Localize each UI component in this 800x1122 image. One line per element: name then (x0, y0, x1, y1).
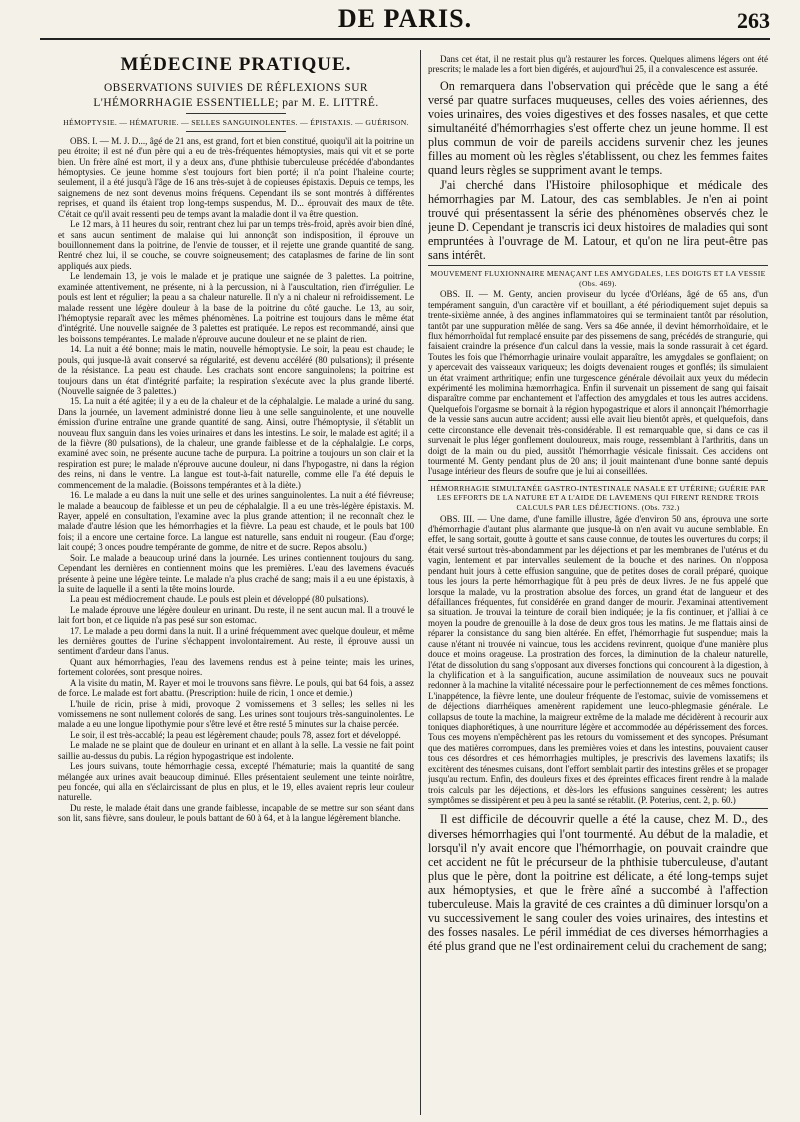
paragraph: Quant aux hémorrhagies, l'eau des lavemens rendus est à peine teinte; mais les urines, fortement colorées, sont presque noires. (58, 656, 414, 678)
paragraph: OBS. I. — M. J. D..., âgé de 21 ans, est grand, fort et bien constitué, quoiqu'il ait la poitrine un peu étroite; il est né d'un père qui a eu de très-fréquentes hémoptysies, mais qui vit et se porte bien. Un frère aîné est mort, il y a deux ans, d'une phthisie tuberculeuse précédée d'abondantes hémoptysies. Ce jeune homme s'est toujours fort bien porté; il n'a point l'haleine courte; seulement, il a été jusqu'à l'âge de 16 ans très-sujet à de copieuses épistaxis. Depuis ce temps, les saignemens de nez sont devenus moins fréquens. Cependant ils se sont montrés à différentes reprises, et quand ils étaient trop long-temps suspendus, M. D... éprouvait des maux de tête. C'était ce qu'il avait ressenti peu de temps avant la maladie dont il va être question. (58, 135, 414, 219)
observation-heading: MOUVEMENT FLUXIONNAIRE MENAÇANT LES AMYGDALES, LES DOIGTS ET LA VESSIE (Obs. 469). (430, 269, 766, 288)
closing-block (428, 812, 768, 953)
commentary-paragraph: J'ai cherché dans l'Histoire philosophique et médicale des hémorrhagies par M. Latour, des cas semblables. Je n'en ai point trouvé qui présentassent la série des phénomènes observés chez le jeune D. Cependant je transcris ici deux histoires de maladies qui sont empruntées à l'ouvrage de M. Latour, et qu'on ne lira peut-être pas sans intérêt. (428, 177, 768, 262)
paragraph: 16. Le malade a eu dans la nuit une selle et des urines sanguinolentes. La nuit a été fiévreuse; le malade a beaucoup de faiblesse et un peu de céphalalgie. Il a eu une très-légère épistaxis. M. Rayer, appelé en consultation, l'examine avec la plus grande attention; il ne reconnaît chez le malade d'autre lésion que les hémorrhagies et la fièvre. La peau est chaude, et le pouls bat 100 fois; il a encore une certaine force. La langue est naturelle, sans enduit ni rougeur. (Eau d'orge; lait coupé; 3 onces poudre tempérante de gomme, de nitre et de sucre. Repos absolu.) (58, 490, 414, 553)
commentary-paragraph: On remarquera dans l'observation qui précède que le sang a été versé par quatre surfaces muqueuses, celles des voies aériennes, des voies urinaires, des voies digestives et des fosses nasales, et que cette simultanéité d'hémorrhagies s'est offerte chez un jeune homme. Il est plus commun de voir de pareils accidens survenir chez les jeunes filles au moment où les règles s'établissent, ou chez les femmes faites quand leurs règles se suppriment avant le temps. (428, 78, 768, 178)
article-subjects: HÉMOPTYSIE. — HÉMATURIE. — SELLES SANGUINOLENTES. — ÉPISTAXIS. — GUÉRISON. (63, 118, 409, 127)
paragraph: Du reste, le malade était dans une grande faiblesse, incapable de se mettre sur son séant dans son lit, sans fièvre, sans douleur, le pouls battant de 60 à 64, et à la langue légèrement blanche. (58, 802, 414, 824)
intro-paragraph: Dans cet état, il ne restait plus qu'à restaurer les forces. Quelques alimens légers ont été prescrits; le malade les a fort bien digérés, et aujourd'hui 25, il a convalescence est assurée. (428, 54, 768, 75)
closing-rule (428, 808, 768, 809)
section-title: MÉDECINE PRATIQUE. (120, 54, 352, 75)
paragraph: Le soir, il est très-accablé; la peau est légèrement chaude; pouls 78, assez fort et développé. (70, 729, 401, 740)
title-rule (186, 113, 286, 114)
commentary-block (428, 79, 768, 262)
paragraph: La peau est médiocrement chaude. Le pouls est plein et développé (80 pulsations). (70, 594, 369, 605)
closing-paragraph: Il est difficile de découvrir quelle a été la cause, chez M. D., des diverses hémorrhagies qui l'ont tourmenté. Au début de la maladie, et lorsqu'il n'y avait encore que l'hémorrhagie, on pouvait craindre que cet accident ne fût le précurseur de la phthisie tuberculeuse, d'autant plus que le père, dont la poitrine est délicate, a été long-temps sujet aux hémoptysies, et que le frère aîné a succombé à l'affection tuberculeuse. Mais la gravité de ces craintes a dû diminuer lorsqu'on a vu successivement le sang couler des voies urinaires, des intestins et des fosses nasales. Le péril immédiat de ces diverses hémorrhagies a été plus grand que ne l'est ordinairement celui du crachement de sang; (428, 812, 768, 954)
paragraph: Le malade éprouve une légère douleur en urinant. Du reste, il ne sent aucun mal. Il a trouvé le lait fort bon, et ce liquide n'a pas pesé sur son estomac. (58, 604, 414, 626)
paragraph: 14. La nuit a été bonne; mais le matin, nouvelle hémoptysie. Le soir, la peau est chaude; le pouls, qui jusque-là avait conservé sa régularité, est devenu accéléré (80 pulsations); il présente de la résistance. La peau est chaude. Les crachats sont encore sanguinolens; la poitrine est toujours dans un état d'intégrité parfaite; la respiration s'exécute avec la plus grande liberté. (Nouvelle saignée de 3 palettes.) (58, 344, 414, 396)
paragraph: Soir. Le malade a beaucoup uriné dans la journée. Les urines contiennent toujours du sang. Cependant les dernières en contiennent moins que les premières. L'eau des lavemens évacués présente à peine une légère teinte. Le malade n'a plus craché de sang; mais il a eu une épistaxis, à la suite de laquelle il a senti la tête moins lourde. (58, 552, 414, 594)
paragraph: Le 12 mars, à 11 heures du soir, rentrant chez lui par un temps très-froid, après avoir bien dîné, et sans aucun sentiment de malaise qui lui annonçât son indisposition, il éprouve un bouillonnement dans la poitrine, de l'envie de tousser, et il rejette une grande quantité de sang. Rentré chez lui, il se couche, se couvre soigneusement; des cataplasmes de farine de lin sont appliqués aux pieds. (58, 219, 414, 271)
paragraph: Le lendemain 13, je vois le malade et je pratique une saignée de 3 palettes. La poitrine, examinée attentivement, ne présente, ni à la percussion, ni à l'auscultation, rien d'irrégulier. Le pouls est lent et régulier; la peau a sa chaleur naturelle. Il n'y a ni chaleur ni refroidissement. Le malade ressent une légère douleur à la base de la poitrine du côté gauche. Le 13, au soir, l'hémoptysie reparaît avec les mêmes phénomènes. La poitrine est toujours dans le même état d'intégrité. Une nouvelle saignée de 3 palettes est pratiquée. Le repos est recommandé, ainsi que les boissons tempérantes. Le malade n'éprouve aucune douleur et ne se plaint de rien. (58, 271, 414, 344)
running-title: DE PARIS. (337, 4, 473, 33)
paragraph: Les jours suivans, toute hémorrhagie cessa, excepté l'hématurie; mais la quantité de sang mélangée aux urines avait beaucoup diminué. Elles présentaient seulement une teinte noirâtre, peu foncée, qui alla en s'éclaircissant de plus en plus, et le 19, elles avaient repris leur couleur naturelle. (58, 761, 414, 803)
observation-paragraph: OBS. III. — Une dame, d'une famille illustre, âgée d'environ 50 ans, éprouva une sorte d'hémorrhagie d'autant plus alarmante que jusque-là on n'en avait vu aucune semblable. En effet, le sang sortait, goutte à goutte et sans cause connue, de toutes les ouvertures du corps; il était versé surtout très-abondamment par les déjections et par les membranes de l'utérus et du vagin, lentement et par intervalles seulement de la bouche et des narines. On n'opposa pendant huit jours à cette effusion sanguine, que de petites doses de corail préparé, quoique tous les jours la perte hémorrhagique fût à peu près de deux livres. Je ne fus appelé que lorsque la malade, vu la prostration absolue des forces, un grand état de langueur et des défaillances fréquentes, fut considérée en grand danger de mourir. J'examinai attentivement sa situation. Je trouvai la teinture de corail bien indiquée; je la fis continuer, et j'alliai à ce moyen la poudre de grenouille à la dose de deux gros tous les matins. Je me flattais ainsi de réparer la consistance du sang bien altérée. En effet, l'hémorrhagie fut suspendue; mais la cause n'étant ni trouvée ni vaincue, tous les accidens revinrent, quoique d'une manière plus douce et moins orageuse. La prostration des forces, la diminution de la chaleur naturelle, l'état de dissolution du sang s'opposant aux diverses fonctions qui concourent à la digestion, à la chylification et à la sanguification, aucune assimilation de nouveaux sucs ne pouvait redonner à la machine la vitalité nécessaire pour le perfectionnement de ces mêmes fonctions. L'inappétence, la fièvre lente, une douleur fréquente de l'estomac, suivie de vomissemens et de déjections diarrhéiques amenèrent rapidement une leuco-phlegmasie générale. Le collapsus de toute la machine, la maigreur extrême de la malade me décidèrent à recourir aux toniques diaphorétiques, à une nourriture légère et accommodée au dépérissement des forces. Tous ces moyens n'empêchèrent pas les retours du vomissement et des syncopes. Présumant que des matières corrompues, dans les premières voies et dans les intestins, pouvaient causer tous ces désordres et ces hémorrhagies multiples, je prescrivis des lavemens laxatifs; ils excitèrent des ténesmes cuisans, dont l'effort semblait partir des intestins grêles et se propager jusqu'au rectum. Enfin, des douleurs fixes et des épreintes efficaces firent rendre à la malade trois calculs par les déjections, et dès-lors les effusions sanguines cessèrent; les autres symptômes se dissipèrent et peu à peu la santé se rétablit. (P. Poterius, cent. 2, p. 60.) (428, 513, 768, 806)
observation-heading: HÉMORRHAGIE SIMULTANÉE GASTRO-INTESTINALE NASALE ET UTÉRINE; GUÉRIE PAR LES EFFORTS DE LA NATURE ET A L'AIDE DE LAVEMENS QUI FIRENT RENDRE TROIS CALCULS PAR LES DÉJECTIONS. (Obs. 732.) (430, 483, 766, 513)
column-divider (420, 50, 421, 1115)
article-title: OBSERVATIONS SUIVIES DE RÉFLEXIONS SUR L'HÉMORRHAGIE ESSENTIELLE; par M. E. LITTRÉ. (93, 82, 379, 109)
left-column (58, 54, 414, 1120)
paragraph: A la visite du matin, M. Rayer et moi le trouvons sans fièvre. Le pouls, qui bat 64 fois, a assez de force. Le malade est fort abattu. (Prescription: huile de ricin, 1 once et demie.) (58, 677, 414, 699)
page-number: 263 (737, 8, 770, 33)
paragraph: 17. Le malade a peu dormi dans la nuit. Il a uriné fréquemment avec quelque douleur, et même les dernières gouttes de l'urine s'échappent involontairement. Au reste, il éprouve aussi un sentiment d'ardeur dans l'anus. (58, 625, 414, 657)
paragraph: 15. La nuit a été agitée; il y a eu de la chaleur et de la céphalalgie. Le malade a uriné du sang. Dans la journée, un lavement administré donne lieu à une selle sanguinolente, et une nouvelle émission d'urine entraîne une grande quantité de sang. Ainsi, outre l'hémoptysie, il s'établit un nouveau flux sanguin dans les voies urinaires et dans les intestins. Le soir, le malade est agité; il a de la fièvre (80 pulsations), de la chaleur, une grande faiblesse et de la céphalalgie. Le corps, examiné avec soin, ne présente aucune tache de purpura. La poitrine a toujours un son clair et la respiration est pure; le malade n'éprouve aucune douleur, ni dans l'hypogastre, ni dans la région des reins, ni dans le ventre. La langue est tout-à-fait naturelle, comme elle l'a été depuis le commencement de la maladie. (Boissons tempérantes et à la diète.) (58, 396, 414, 490)
observation-rule (428, 480, 768, 481)
observation-paragraph: OBS. II. — M. Genty, ancien proviseur du lycée d'Orléans, âgé de 65 ans, d'un tempérament sanguin, d'un caractère vif et bouillant, a été périodiquement sujet depuis sa trente-sixième année, à des angines inflammatoires qui se terminaient tantôt par résolution, tantôt par une suppuration mêlée de sang. Vers sa 46e année, il devint hémorrhoïdaire, et le flux hémorrhoïdal fut remplacé ensuite par des pissemens de sang, précédés de strangurie, qui faisaient craindre la présence d'un calcul dans la vessie, mais la sonde rassurait à cet égard. Toutes les fois que l'hémorrhagie urinaire voulait apparaître, les amygdales se gonflaient; on y apercevait des vaisseaux variqueux; les doigts devenaient rouges et gonflés; ils simulaient un état vraiment arthritique; enfin une turgescence générale dévoilait aux yeux du médecin expérimenté les molimina hæmorrhagica. Enfin il survenait un pissement de sang qui faisait disparaître comme par enchantement et l'affection des amygdales et tous les autres accidens. Quelquefois l'orgasme se bornait à la région hypogastrique et alors il annonçait l'hémorrhagie de la vessie sans aucun autre accident; aussi elle avait lieu bientôt après, et quelquefois, dans cette circonstance elle devenait très-considérable. Il est remarquable que, si dans ce cas il survenait le plus léger gonflement douloureux, mais rouge, ressemblant à l'arthritis, dans un doigt de la main ou du pied, aussitôt l'hémorrhagie vésicale finissait. Ces accidens ont tourmenté M. Genty pendant plus de 20 ans; il jouit maintenant d'une bonne santé depuis l'usage intérieur des fleurs de soufre que je lui ai conseillées. (428, 289, 768, 477)
paragraph: Le malade ne se plaint que de douleur en urinant et en allant à la selle. La vessie ne fait point saillie au-dessus du pubis. La région hypogastrique est indolente. (58, 740, 414, 761)
page-header (40, 0, 770, 40)
right-column (428, 54, 768, 1120)
subjects-rule (186, 131, 286, 132)
observation-rule (428, 265, 768, 266)
paragraph: L'huile de ricin, prise à midi, provoque 2 vomissemens et 3 selles; les selles ni les vomissemens ne sont nullement colorés de sang. Les urines sont toujours très-sanguinolentes. Le malade a eu une longue lipothymie pour s'être levé et être resté 5 minutes sur la chaise percée. (58, 698, 414, 730)
